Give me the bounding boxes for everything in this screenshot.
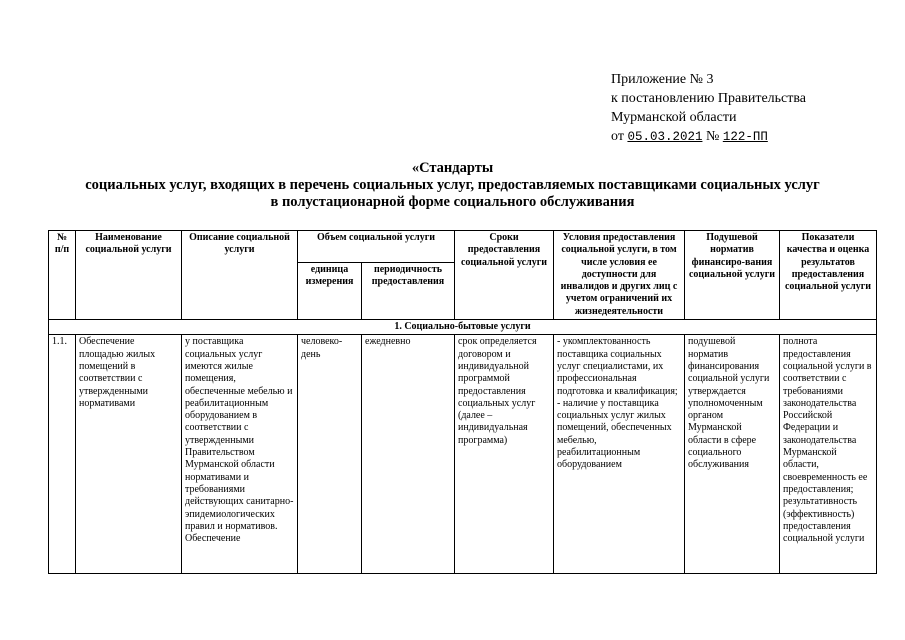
cell-terms: срок определяется договором и индивидуальной программой предоставления социальных услуг (далее – индивидуальная программа) — [455, 335, 554, 574]
header-name: Наименование социальной услуги — [76, 231, 182, 320]
title-line: «Стандарты — [411, 160, 494, 176]
header-num: № п/п — [49, 231, 76, 320]
title-line: в полустационарной форме социального обслуживания — [270, 194, 635, 210]
header-financing: Подушевой норматив финансиро-вания социальной услуги — [685, 231, 780, 320]
cell-name: Обеспечение площадью жилых помещений в соответствии с утвержденными нормативами — [76, 335, 182, 574]
appendix-line: к постановлению Правительства — [611, 91, 807, 106]
document-title — [0, 160, 905, 211]
cell-conditions: - укомплектованность поставщика социальных услуг специалистами, их профессиональная подготовка и квалификация; - наличие у поставщика социальных услуг жилых помещений, обеспеченных мебелью, реабилитационным оборудованием — [554, 335, 685, 574]
title-line: социальных услуг, входящих в перечень социальных услуг, предоставляемых поставщиками социальных услуг — [85, 177, 820, 193]
resolution-number: 122-ПП — [722, 130, 768, 144]
cell-indicators: полнота предоставления социальной услуги в соответствии с требованиями законодательства Российской Федерации и законодательства Мурманской области, своевременность ее предоставления; результативность (эффективность) предоставления социальной услуги — [780, 335, 877, 574]
appendix-date-line — [611, 127, 806, 147]
header-terms: Сроки предоставления социальной услуги — [455, 231, 554, 320]
header-conditions: Условия предоставления социальной услуги, в том числе условия ее доступности для инвалидов и других лиц с учетом ограничений их жизнедеятельности — [554, 231, 685, 320]
cell-description: у поставщика социальных услуг имеются жилые помещения, обеспеченные мебелью и реабилитационным оборудованием в соответствии с утвержденными Правительством Мурманской области нормативами и требованиями действующих санитарно-эпидемиологических правил и нормативов. Обеспечение — [182, 335, 298, 574]
section-row — [49, 320, 877, 335]
cell-num: 1.1. — [49, 335, 76, 574]
standards-table — [48, 230, 877, 574]
table-row — [49, 335, 877, 574]
appendix-block — [611, 70, 806, 147]
header-indicators: Показатели качества и оценка результатов предоставления социальной услуги — [780, 231, 877, 320]
appendix-line: Приложение № 3 — [611, 72, 714, 87]
section-title: 1. Социально-бытовые услуги — [49, 320, 877, 335]
header-volume: Объем социальной услуги — [298, 231, 455, 263]
cell-frequency: ежедневно — [362, 335, 455, 574]
number-prefix: № — [705, 129, 720, 144]
appendix-line: Мурманской области — [611, 110, 737, 125]
date-prefix: от — [611, 129, 624, 144]
header-frequency: периодичность предоставления — [362, 262, 455, 319]
header-description: Описание социальной услуги — [182, 231, 298, 320]
header-row — [49, 231, 877, 263]
resolution-date: 05.03.2021 — [627, 130, 703, 144]
header-unit: единица измерения — [298, 262, 362, 319]
cell-unit: человеко-день — [298, 335, 362, 574]
cell-financing: подушевой норматив финансирования социальной услуги утверждается уполномоченным органом Мурманской области в сфере социального обслуживания — [685, 335, 780, 574]
